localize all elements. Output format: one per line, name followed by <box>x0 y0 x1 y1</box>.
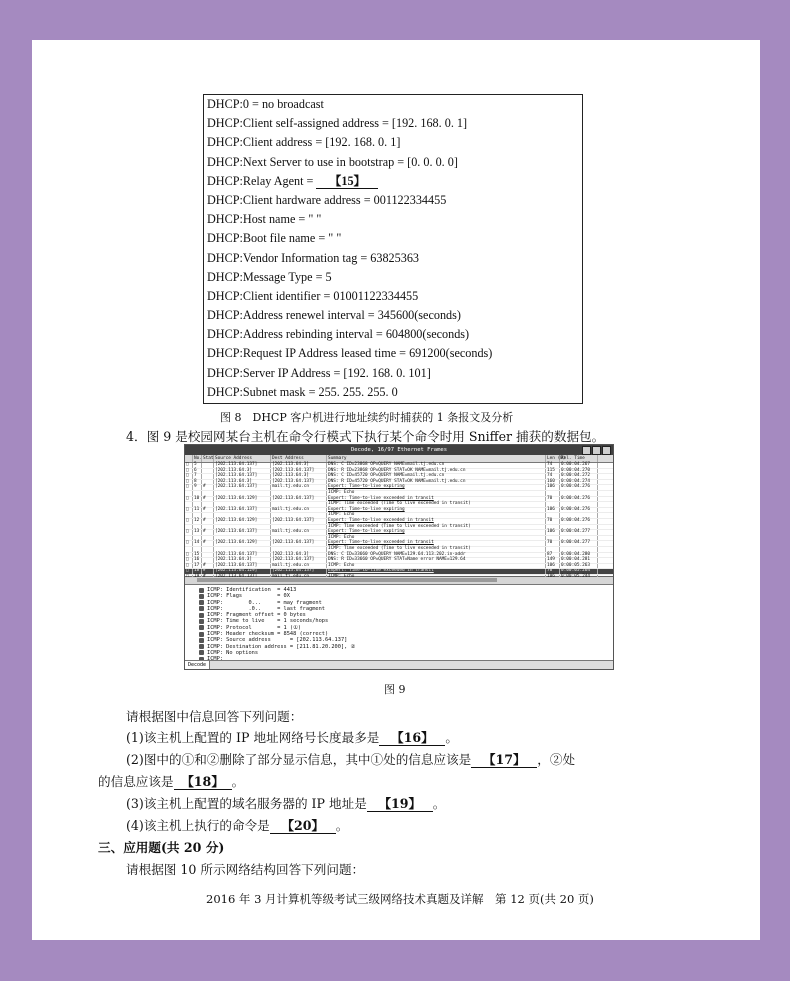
table-cell: ICMP: Time exceeded (Time to live exceeded in transit) <box>327 502 546 507</box>
protocol-node-icon <box>199 619 204 624</box>
table-cell: Expert: Time-to-live expiring <box>327 530 546 535</box>
section-3-heading: 三、应用题(共 20 分) <box>98 840 225 855</box>
table-cell <box>214 547 271 552</box>
decode-line-text: ICMP: Fragment offset = 0 bytes <box>207 612 306 619</box>
table-cell <box>202 547 214 552</box>
table-cell <box>202 474 214 479</box>
table-cell: DNS: R ID=45720 OP=QUERY STAT=OK NAME=mail.tj.edu.cn <box>327 480 546 485</box>
question-1 <box>126 727 458 746</box>
table-cell: [202.113.64.137] <box>214 474 271 479</box>
protocol-node-icon <box>199 632 204 637</box>
table-cell: [202.113.64.129] <box>214 541 271 546</box>
row-checkbox[interactable]: □ <box>185 558 193 563</box>
column-header[interactable]: Stat <box>203 456 214 461</box>
row-checkbox[interactable]: □ <box>185 530 193 535</box>
horizontal-scrollbar[interactable] <box>185 577 613 585</box>
row-checkbox[interactable] <box>185 547 193 552</box>
question-1-text: (1)该主机上配置的 IP 地址网络号长度最多是 <box>126 730 380 745</box>
table-cell: 0:00:05.263 <box>560 564 598 569</box>
row-checkbox[interactable]: □ <box>185 564 193 569</box>
table-cell <box>193 547 202 552</box>
table-cell: 16 <box>193 558 202 563</box>
dhcp-line-relay-agent <box>204 172 582 191</box>
table-cell: 87 <box>546 553 560 558</box>
column-header[interactable]: Summary <box>327 455 546 462</box>
protocol-node-icon <box>199 644 204 649</box>
table-cell: 18 <box>193 569 202 574</box>
decode-detail-pane <box>185 585 613 665</box>
table-cell: [202.113.64.137] <box>271 569 327 574</box>
table-cell: 12 <box>193 519 202 524</box>
period: 。 <box>335 818 349 833</box>
table-cell <box>546 547 560 552</box>
table-cell: ICMP: Time exceeded (Time to live exceeded in transit) <box>327 547 546 552</box>
table-cell: Expert: Time-to-live exceeded in transit <box>327 519 546 524</box>
period: 。 <box>445 730 458 745</box>
row-checkbox[interactable]: □ <box>185 497 193 502</box>
table-cell: [202.113.64.137] <box>271 558 327 563</box>
table-cell: 0:00:04.272 <box>560 474 598 479</box>
table-cell: 115 <box>546 469 560 474</box>
table-cell: # <box>202 497 214 502</box>
dhcp-line: DHCP:Address renewel interval = 345600(seconds) <box>207 308 461 323</box>
protocol-node-icon <box>199 625 204 630</box>
table-cell: # <box>202 564 214 569</box>
table-cell: [202.113.64.137] <box>214 564 271 569</box>
table-cell: Expert: Time-to-live expiring <box>327 508 546 513</box>
table-cell: ICMP: Echo <box>327 491 546 496</box>
table-cell: 106 <box>546 530 560 535</box>
table-cell <box>560 547 598 552</box>
protocol-node-icon <box>199 613 204 618</box>
dhcp-line: DHCP:Address rebinding interval = 604800(seconds) <box>207 327 470 342</box>
table-cell: 17 <box>193 564 202 569</box>
question-2-cont-text: 的信息应该是 <box>98 774 174 789</box>
column-header[interactable]: Dest Address <box>271 455 327 462</box>
table-cell: DNS: R ID=33660 OP=QUERY STAT=Name error NAME=129.64 <box>327 558 546 563</box>
question-2 <box>126 749 575 768</box>
minimize-icon[interactable] <box>582 446 591 455</box>
dhcp-analysis-box <box>203 94 583 404</box>
dhcp-line: DHCP:Vendor Information tag = 63825363 <box>207 250 420 265</box>
dhcp-line: DHCP:Client address = [192. 168. 0. 1] <box>207 135 401 150</box>
dhcp-line: DHCP:Message Type = 5 <box>207 269 332 284</box>
table-cell: 0:00:04.270 <box>560 469 598 474</box>
table-cell: mail.tj.edu.cn <box>271 530 327 535</box>
question-4-text: (4)该主机上执行的命令是 <box>126 818 270 833</box>
table-cell: DNS: C ID=23868 OP=QUERY NAME=mail.tj.edu.cn <box>327 463 546 468</box>
dhcp-line: DHCP:Client identifier = 01001122334455 <box>207 288 419 303</box>
sniffer-title-bar <box>185 445 613 455</box>
table-cell: [202.113.64.137] <box>271 541 327 546</box>
table-cell: # <box>202 569 214 574</box>
sniffer-window <box>184 444 614 670</box>
table-cell: 106 <box>546 564 560 569</box>
table-cell: 14 <box>193 541 202 546</box>
answer-blank-19: 【19】 <box>367 797 433 812</box>
packet-list <box>185 463 613 577</box>
decode-line-text: ICMP: Destination address = [211.81.20.200], ② <box>207 643 356 650</box>
column-header[interactable] <box>185 455 193 462</box>
table-cell <box>271 547 327 552</box>
table-cell: DNS: C ID=33660 OP=QUERY NAME=129.64.113.202.in-addr <box>327 553 546 558</box>
dhcp-line: DHCP:Client self-assigned address = [192. 168. 0. 1] <box>207 116 468 131</box>
column-header[interactable]: No. <box>194 456 202 461</box>
dhcp-line: DHCP:Boot file name = " " <box>207 231 342 246</box>
row-checkbox[interactable]: □ <box>185 541 193 546</box>
table-cell: 160 <box>546 480 560 485</box>
row-checkbox[interactable]: □ <box>185 463 193 468</box>
row-checkbox[interactable]: □ <box>185 569 193 574</box>
table-cell: [202.113.64.137] <box>271 519 327 524</box>
table-cell: 0:00:04.276 <box>560 497 598 502</box>
exam-page <box>32 40 760 940</box>
answer-blank-17: 【17】 <box>471 753 537 768</box>
dhcp-line: DHCP:Client hardware address = 001122334455 <box>207 192 447 207</box>
decode-line-text: ICMP: .0.. = last fragment <box>207 605 325 612</box>
section-3-intro: 请根据图 10 所示网络结构回答下列问题： <box>126 862 365 877</box>
table-cell: DNS: C ID=45720 OP=QUERY NAME=mail.tj.edu.cn <box>327 474 546 479</box>
decode-line-text: ICMP: Time to live = 1 seconds/hops <box>207 618 329 625</box>
decode-line-text: ICMP: Flags = 0X <box>207 593 290 600</box>
table-cell: mail.tj.edu.cn <box>271 485 327 490</box>
table-cell: 7 <box>193 474 202 479</box>
decode-line-text: ICMP: 0... = may fragment <box>207 599 322 606</box>
protocol-node-icon <box>199 606 204 611</box>
table-cell: 0:00:04.276 <box>560 519 598 524</box>
row-checkbox[interactable]: □ <box>185 485 193 490</box>
table-cell: 0:00:04.280 <box>560 553 598 558</box>
table-cell: 0:00:04.281 <box>560 558 598 563</box>
table-cell: [202.113.64.137] <box>271 469 327 474</box>
table-cell <box>202 553 214 558</box>
sniffer-tabs <box>185 660 613 669</box>
table-cell: 8 <box>193 480 202 485</box>
table-cell: 0:00:04.276 <box>560 485 598 490</box>
row-checkbox[interactable]: □ <box>185 474 193 479</box>
table-cell: [202.113.64.129] <box>214 569 271 574</box>
table-cell <box>202 558 214 563</box>
table-cell: [202.113.64.3] <box>214 480 271 485</box>
column-header[interactable]: Len (B) <box>547 456 566 461</box>
table-cell: 15 <box>193 553 202 558</box>
table-cell: 70 <box>546 497 560 502</box>
answer-blank-15: 【15】 <box>316 174 378 189</box>
answer-blank-18: 【18】 <box>174 775 232 790</box>
figure-9-caption: 图 9 <box>384 683 406 696</box>
period: 。 <box>231 774 245 789</box>
protocol-node-icon <box>199 600 204 605</box>
table-cell: ICMP: Echo <box>327 536 546 541</box>
table-cell: 11 <box>193 508 202 513</box>
row-checkbox[interactable]: □ <box>185 469 193 474</box>
table-cell: [202.113.64.137] <box>271 497 327 502</box>
figure-8-caption: 图 8 DHCP 客户机进行地址续约时捕获的 1 条报文及分析 <box>220 411 514 424</box>
table-cell: 0:00:04.276 <box>560 508 598 513</box>
table-cell: mail.tj.edu.cn <box>271 508 327 513</box>
question-3-text: (3)该主机上配置的域名服务器的 IP 地址是 <box>126 796 367 811</box>
protocol-node-icon <box>199 650 204 655</box>
decode-line-text: ICMP: No options <box>207 649 259 656</box>
table-cell: mail.tj.edu.cn <box>271 564 327 569</box>
protocol-node-icon <box>199 594 204 599</box>
table-cell: [202.113.64.3] <box>271 463 327 468</box>
table-cell: Expert: Time-to-live expiring <box>327 485 546 490</box>
table-cell: ICMP: Time exceeded (Time to live exceeded in transit) <box>327 525 546 530</box>
table-cell <box>214 491 271 496</box>
column-header[interactable]: Source Address <box>214 455 271 462</box>
table-cell: ICMP: Echo <box>327 513 546 518</box>
answer-blank-20: 【20】 <box>270 819 336 834</box>
dhcp-line: DHCP:Request IP Address leased time = 691200(seconds) <box>207 346 493 361</box>
table-cell <box>560 491 598 496</box>
dhcp-line: DHCP:Next Server to use in bootstrap = [0. 0. 0. 0] <box>207 154 458 169</box>
table-cell <box>202 469 214 474</box>
question-2-text: (2)图中的①和②删除了部分显示信息，其中①处的信息应该是 <box>126 752 472 767</box>
table-cell <box>271 491 327 496</box>
dhcp-line-label: DHCP:Relay Agent = <box>207 173 317 188</box>
table-cell: 6 <box>193 469 202 474</box>
table-cell: [202.113.64.137] <box>214 463 271 468</box>
table-cell: [202.113.64.137] <box>214 530 271 535</box>
decode-line-text: ICMP: Protocol = 1 (①) <box>207 624 302 631</box>
table-cell: 149 <box>546 558 560 563</box>
dhcp-line: DHCP:Server IP Address = [192. 168. 0. 101] <box>207 365 431 380</box>
table-cell: 5 <box>193 463 202 468</box>
tab-decode[interactable]: Decode <box>185 661 210 669</box>
table-cell: Expert: Time-to-live exceeded in transit <box>327 541 546 546</box>
question-2-continued <box>98 771 244 790</box>
table-cell: [202.113.64.137] <box>271 480 327 485</box>
table-cell <box>546 491 560 496</box>
table-cell: # <box>202 519 214 524</box>
table-cell: [202.113.64.3] <box>214 558 271 563</box>
column-header[interactable]: Rel. Time <box>560 455 598 462</box>
table-cell: # <box>202 541 214 546</box>
row-checkbox[interactable]: □ <box>185 480 193 485</box>
table-cell: 0:00:04.274 <box>560 480 598 485</box>
row-checkbox[interactable] <box>185 491 193 496</box>
dhcp-line: DHCP:Host name = " " <box>207 212 322 227</box>
table-cell: Expert: Time-to-live exceeded in transit <box>327 569 546 574</box>
protocol-node-icon <box>199 638 204 643</box>
questions-intro: 请根据图中信息回答下列问题： <box>126 709 303 724</box>
table-cell <box>202 491 214 496</box>
table-cell: [202.113.64.3] <box>214 469 271 474</box>
table-cell: Expert: Time-to-live exceeded in transit <box>327 497 546 502</box>
close-icon[interactable] <box>602 446 611 455</box>
table-cell: [202.113.64.3] <box>271 553 327 558</box>
table-cell: 74 <box>546 463 560 468</box>
row-checkbox[interactable]: □ <box>185 508 193 513</box>
table-cell <box>193 491 202 496</box>
table-cell: DNS: R ID=23868 OP=QUERY STAT=OK NAME=mail.tj.edu.cn <box>327 469 546 474</box>
question-4 <box>126 815 348 834</box>
table-cell: # <box>202 485 214 490</box>
table-cell: [202.113.64.129] <box>214 497 271 502</box>
table-cell <box>202 463 214 468</box>
decode-line-text: ICMP: Source address = [202.113.64.137] <box>207 637 348 644</box>
answer-blank-16: 【16】 <box>379 731 445 746</box>
period: 。 <box>432 796 446 811</box>
table-cell: [202.113.64.3] <box>271 474 327 479</box>
row-checkbox[interactable]: □ <box>185 519 193 524</box>
table-cell: [202.113.64.137] <box>214 508 271 513</box>
protocol-node-icon <box>199 588 204 593</box>
table-cell: 10 <box>193 497 202 502</box>
table-cell: 70 <box>546 541 560 546</box>
scrollbar-thumb[interactable] <box>197 578 497 582</box>
table-cell: ICMP: Echo <box>327 564 546 569</box>
table-cell: 106 <box>546 508 560 513</box>
table-cell: 9 <box>193 485 202 490</box>
row-checkbox[interactable]: □ <box>185 553 193 558</box>
question-3 <box>126 793 445 812</box>
decode-line-text: ICMP: Identification = 4413 <box>207 587 297 593</box>
table-cell: [202.113.64.137] <box>214 553 271 558</box>
table-cell: 0:00:04.277 <box>560 541 598 546</box>
table-cell: 70 <box>546 569 560 574</box>
table-cell: # <box>202 530 214 535</box>
table-cell: 74 <box>546 474 560 479</box>
dhcp-line: DHCP:Subnet mask = 255. 255. 255. 0 <box>207 384 398 399</box>
table-cell: 0:00:04.277 <box>560 530 598 535</box>
table-cell: 106 <box>546 485 560 490</box>
question-4-intro: 4．图 9 是校园网某台主机在命令行模式下执行某个命令时用 Sniffer 捕获的数据包。 <box>126 429 605 444</box>
dhcp-line: DHCP:0 = no broadcast <box>207 97 324 111</box>
table-cell: 0:00:05.264 <box>560 569 598 574</box>
table-cell: 70 <box>546 519 560 524</box>
table-cell: [202.113.64.137] <box>214 485 271 490</box>
page-footer: 2016 年 3 月计算机等级考试三级网络技术真题及详解 第 12 页(共 20 页) <box>206 892 594 906</box>
table-cell: # <box>202 508 214 513</box>
sniffer-title: Decode, 16/97 Ethernet Frames <box>350 447 448 453</box>
decode-line-text: ICMP: Header checksum = 8548 (correct) <box>207 631 329 638</box>
question-2-mid: ，②处 <box>537 752 576 767</box>
table-cell: [202.113.64.129] <box>214 519 271 524</box>
table-cell: 0:00:04.267 <box>560 463 598 468</box>
table-cell: 13 <box>193 530 202 535</box>
maximize-icon[interactable] <box>592 446 601 455</box>
